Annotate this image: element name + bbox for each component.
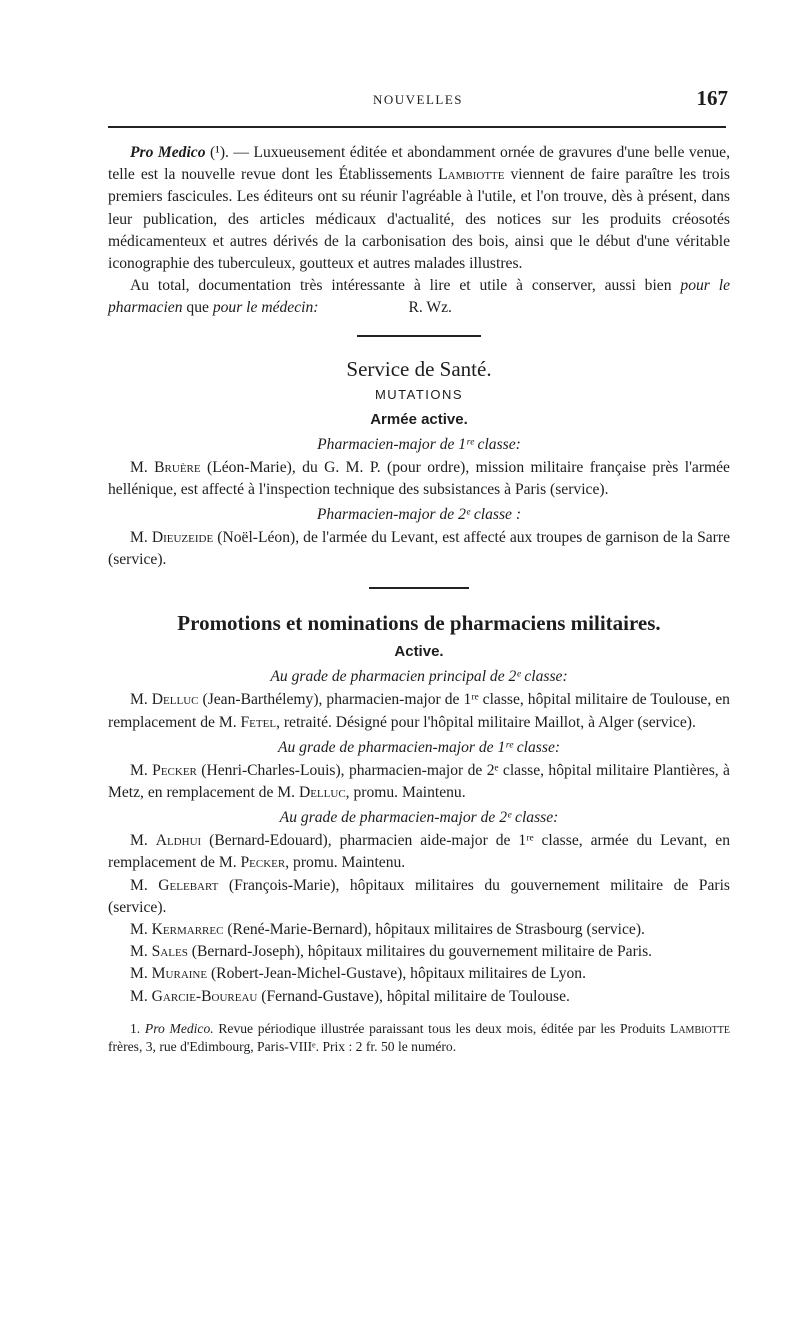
page-number: 167: [696, 86, 728, 110]
entry-prefix: M.: [130, 965, 152, 983]
footnote: [108, 1020, 730, 1056]
footnote-text-1: Revue périodique illustrée paraissant tous les deux mois, éditée par les Produits: [213, 1020, 671, 1036]
person-name: Aldhui: [155, 832, 202, 850]
entry-text: (Henri-Charles-Louis), pharmacien-major de 2ᵉ classe, hôpital militaire Plantières, à Metz, en remplacement de M.: [108, 761, 730, 802]
subheading-active: Active.: [394, 643, 444, 661]
review-title: Pro Medico: [130, 144, 206, 161]
mutation-entry: [108, 457, 730, 501]
grade-heading: Au grade de pharmacien-major de 2ᵉ classe:: [279, 809, 559, 827]
entry-text: (René-Marie-Bernard), hôpitaux militaires de Strasbourg (service).: [223, 921, 645, 939]
person-name: Fetel: [240, 713, 277, 731]
conclusion-text-2: que: [182, 299, 213, 317]
entry-text: , promu. Maintenu.: [285, 854, 406, 872]
promotion-entry: [108, 963, 730, 985]
person-name: Delluc: [151, 691, 199, 709]
entry-prefix: M.: [130, 876, 159, 894]
footnote-ref: (¹).: [209, 144, 229, 161]
footnote-number: 1.: [130, 1020, 145, 1036]
section-divider: [369, 587, 469, 589]
entry-prefix: M.: [130, 458, 155, 476]
promotion-entry: [108, 986, 730, 1008]
entry-text: (Fernand-Gustave), hôpital militaire de Toulouse.: [257, 987, 570, 1005]
company-name: Lambiotte: [670, 1020, 730, 1036]
person-name: Pecker: [152, 761, 197, 779]
promotion-entry: [108, 830, 730, 874]
entry-text: (Jean-Barthélemy), pharmacien-major de 1ʳᵉ classe, hôpital militaire de Toulouse, en remplacement de M.: [108, 691, 730, 731]
company-name: Lambiotte: [438, 166, 505, 184]
signature: R. Wz.: [408, 299, 452, 317]
entry-prefix: M.: [130, 987, 152, 1005]
entry-prefix: M.: [130, 529, 152, 547]
grade-heading-2: Pharmacien-major de 2ᵉ classe :: [316, 506, 522, 524]
mutation-entry: [108, 527, 730, 571]
entry-text: (Robert-Jean-Michel-Gustave), hôpitaux militaires de Lyon.: [207, 965, 587, 983]
subheading-mutations: MUTATIONS: [374, 386, 464, 402]
footnote-text-2: frères, 3, rue d'Edimbourg, Paris-VIIIᵉ. Prix : 2 fr. 50 le numéro.: [108, 1038, 457, 1054]
entry-prefix: M.: [130, 832, 156, 850]
person-name: Pecker: [240, 854, 286, 872]
promotion-entry: [108, 941, 730, 963]
entry-prefix: M.: [130, 761, 153, 779]
promotion-entry: [108, 875, 730, 919]
running-title: NOUVELLES: [372, 92, 464, 107]
header-rule: [108, 126, 726, 128]
person-name: Muraine: [151, 965, 208, 983]
section-title-promotions: Promotions et nominations de pharmaciens militaires.: [177, 611, 661, 636]
grade-heading: Au grade de pharmacien-major de 1ʳᵉ classe:: [277, 738, 561, 756]
person-name: Bruère: [154, 458, 201, 476]
footnote-text: [108, 1020, 730, 1056]
entry-prefix: M.: [130, 921, 152, 939]
grade-heading: Au grade de pharmacien principal de 2ᵉ classe:: [270, 668, 568, 686]
section-divider: [357, 335, 481, 337]
person-name: Kermarrec: [151, 921, 224, 939]
person-name: Dieuzeide: [151, 529, 214, 547]
subheading-armee: Armée active.: [370, 410, 468, 428]
entry-prefix: M.: [130, 691, 152, 709]
person-name: Gelebart: [158, 876, 219, 894]
entry-text: (Noël-Léon), de l'armée du Levant, est affecté aux troupes de garnison de la Sarre (service).: [108, 529, 730, 569]
page-body: [108, 142, 730, 1056]
footnote-title: Pro Medico.: [144, 1020, 214, 1036]
review-conclusion: [108, 275, 730, 319]
promotion-entry: [108, 689, 730, 733]
promotion-entry: [108, 760, 730, 804]
entry-text: (Léon-Marie), du G. M. P. (pour ordre), mission militaire française près l'armée hellénique, est affecté à l'inspection technique des subsistances à Paris (service).: [108, 458, 730, 498]
review-paragraph: [108, 142, 730, 275]
person-name: Garcie-Boureau: [151, 987, 258, 1005]
grade-heading-1: Pharmacien-major de 1ʳᵉ classe:: [317, 435, 521, 453]
entry-text: , retraité. Désigné pour l'hôpital militaire Maillot, à Alger (service).: [276, 713, 696, 731]
entry-text: (Bernard-Edouard), pharmacien aide-major de 1ʳᵉ classe, armée du Levant, en remplacement de M.: [108, 832, 730, 872]
dash: —: [228, 144, 254, 161]
section-title-service: Service de Santé.: [346, 356, 492, 381]
entry-prefix: M.: [130, 943, 152, 961]
promotion-entry: [108, 919, 730, 941]
page-header: [108, 86, 728, 116]
person-name: Sales: [151, 943, 188, 961]
entry-text: (François-Marie), hôpitaux militaires du gouvernement militaire de Paris (service).: [108, 876, 730, 916]
conclusion-italic-1: pour le pharmacien: [108, 277, 730, 317]
entry-text: , promu. Maintenu.: [345, 784, 466, 802]
conclusion-text-1: Au total, documentation très intéressante à lire et utile à conserver, aussi bien: [130, 277, 681, 295]
person-name: Delluc: [298, 784, 346, 802]
conclusion-italic-2: pour le médecin:: [212, 299, 319, 317]
review-text-2: viennent de faire paraître les trois premiers fascicules. Les éditeurs ont su réunir l'agréable à l'utile, et l'on trouve, dès à présent, dans leur publication, des articles médicaux d'actualité, des notices sur les produits créosotés médicamenteux et autres dérivés de la carbonisation des bois, ainsi que le début d'une véritable iconographie des tuberculeux, goutteux et autres malades illustres.: [108, 166, 730, 273]
entry-text: (Bernard-Joseph), hôpitaux militaires du gouvernement militaire de Paris.: [187, 943, 653, 961]
review-text-1: Luxueusement éditée et abondamment ornée de gravures d'une belle venue, telle est la nouvelle revue dont les Établissements: [108, 144, 730, 184]
